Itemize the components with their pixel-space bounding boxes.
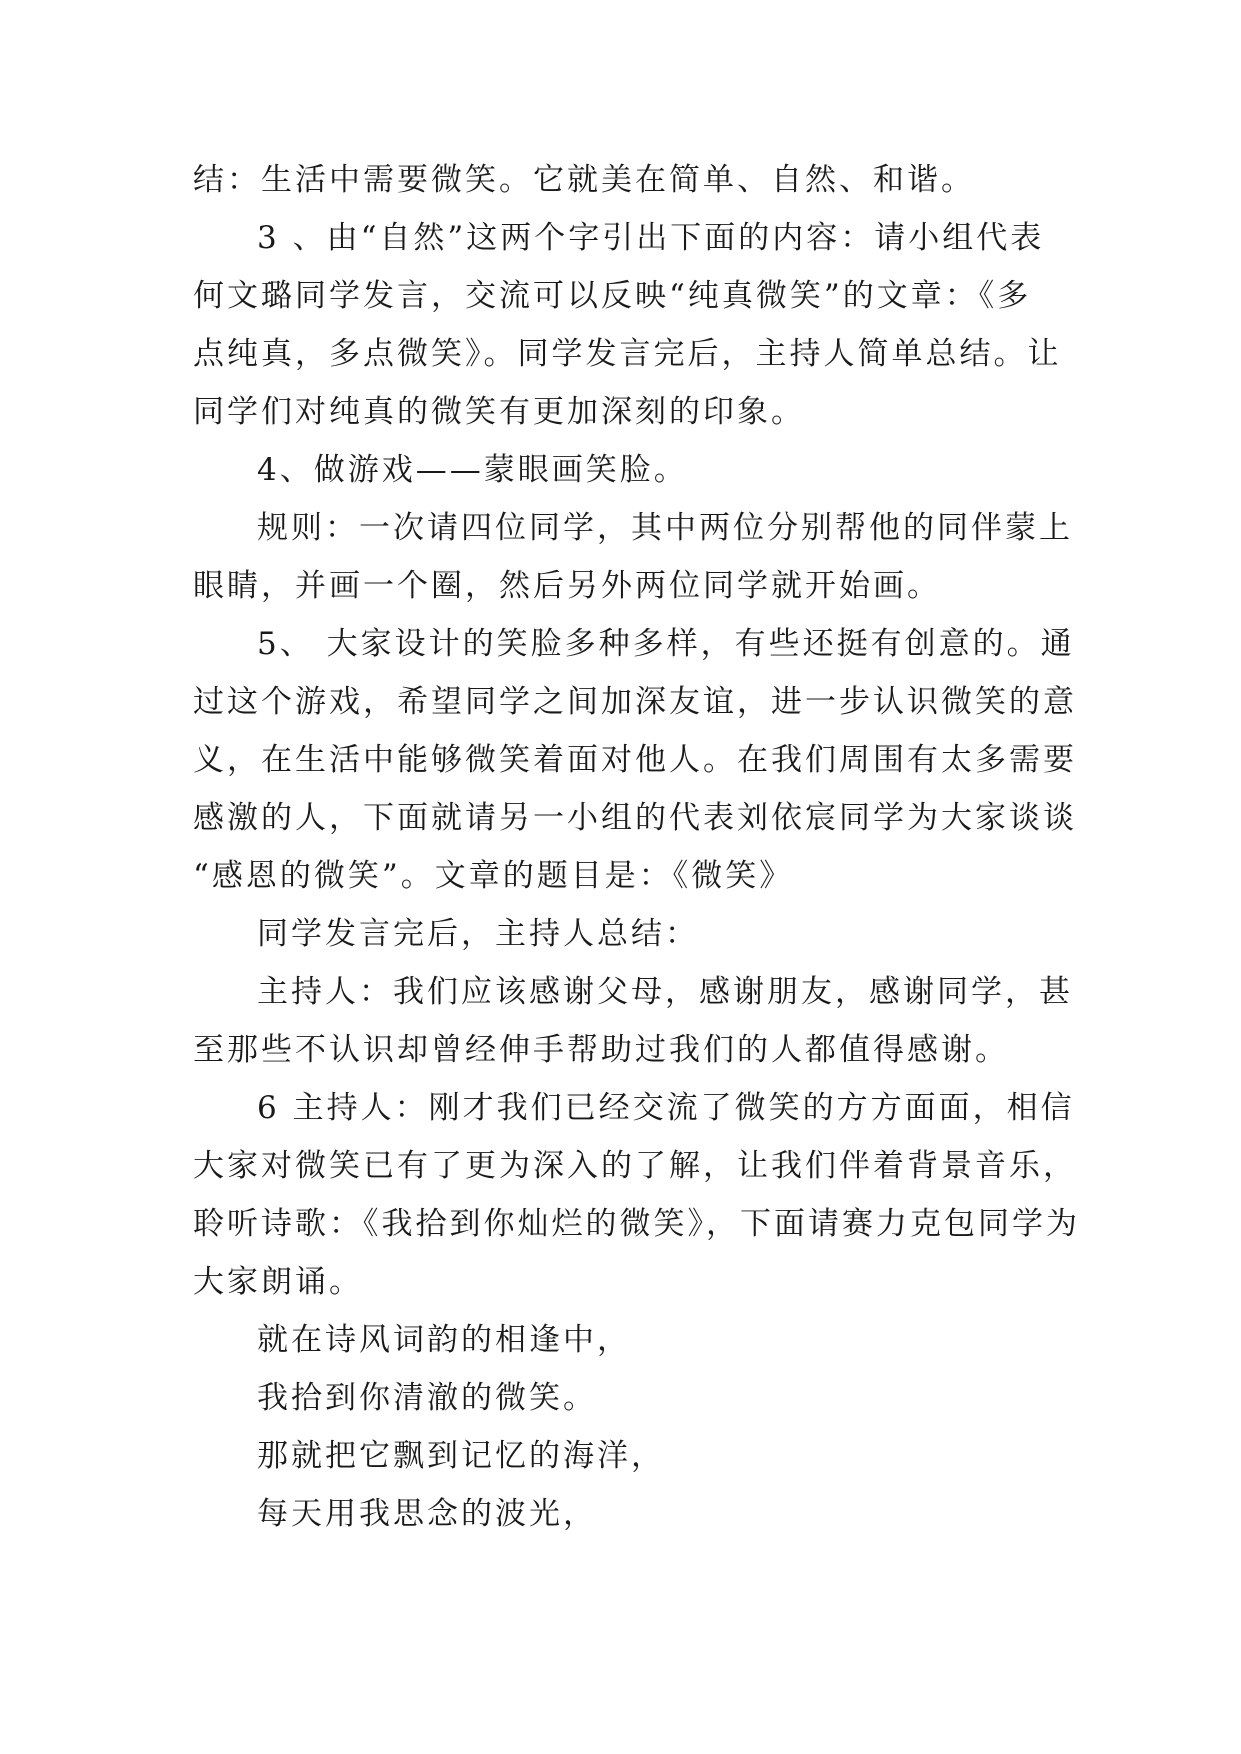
text-line-12: 感激的人，下面就请另一小组的代表刘依宸同学为大家谈谈: [193, 800, 1077, 836]
text-line-19: 聆听诗歌：《我拾到你灿烂的微笑》，下面请赛力克包同学为: [193, 1206, 1080, 1242]
text-line-16: 至那些不认识却曾经伸手帮助过我们的人都值得感谢。: [193, 1032, 1009, 1068]
text-line-21: 就在诗风词韵的相逢中，: [257, 1322, 631, 1358]
text-line-8: 眼睛，并画一个圈，然后另外两位同学就开始画。: [193, 568, 941, 604]
text-line-17: 6 主持人：刚才我们已经交流了微笑的方方面面，相信: [257, 1090, 1075, 1126]
text-line-15: 主持人：我们应该感谢父母，感谢朋友，感谢同学，甚: [257, 974, 1073, 1010]
text-line-5: 同学们对纯真的微笑有更加深刻的印象。: [193, 394, 805, 430]
text-line-3: 何文璐同学发言，交流可以反映“纯真微笑”的文章：《多: [193, 278, 1032, 314]
text-line-10: 过这个游戏，希望同学之间加深友谊，进一步认识微笑的意: [193, 684, 1077, 720]
text-line-6: 4、做游戏——蒙眼画笑脸。: [257, 452, 688, 488]
text-line-1: 结：生活中需要微笑。它就美在简单、自然、和谐。: [193, 162, 975, 198]
text-line-24: 每天用我思念的波光，: [257, 1496, 597, 1532]
text-line-18: 大家对微笑已有了更为深入的了解，让我们伴着背景音乐，: [193, 1148, 1077, 1184]
text-line-7: 规则：一次请四位同学，其中两位分别帮他的同伴蒙上: [257, 510, 1073, 546]
text-line-9: 5、 大家设计的笑脸多种多样，有些还挺有创意的。通: [257, 626, 1075, 662]
text-line-4: 点纯真，多点微笑》。同学发言完后，主持人简单总结。让: [193, 336, 1062, 372]
text-line-2: 3 、由“自然”这两个字引出下面的内容：请小组代表: [257, 220, 1045, 256]
text-line-13: “感恩的微笑”。文章的题目是：《微笑》: [193, 858, 794, 894]
text-line-20: 大家朗诵。: [193, 1264, 363, 1300]
text-line-23: 那就把它飘到记忆的海洋，: [257, 1438, 665, 1474]
text-line-14: 同学发言完后，主持人总结：: [257, 916, 699, 952]
text-line-11: 义，在生活中能够微笑着面对他人。在我们周围有太多需要: [193, 742, 1077, 778]
text-line-22: 我拾到你清澈的微笑。: [257, 1380, 597, 1416]
